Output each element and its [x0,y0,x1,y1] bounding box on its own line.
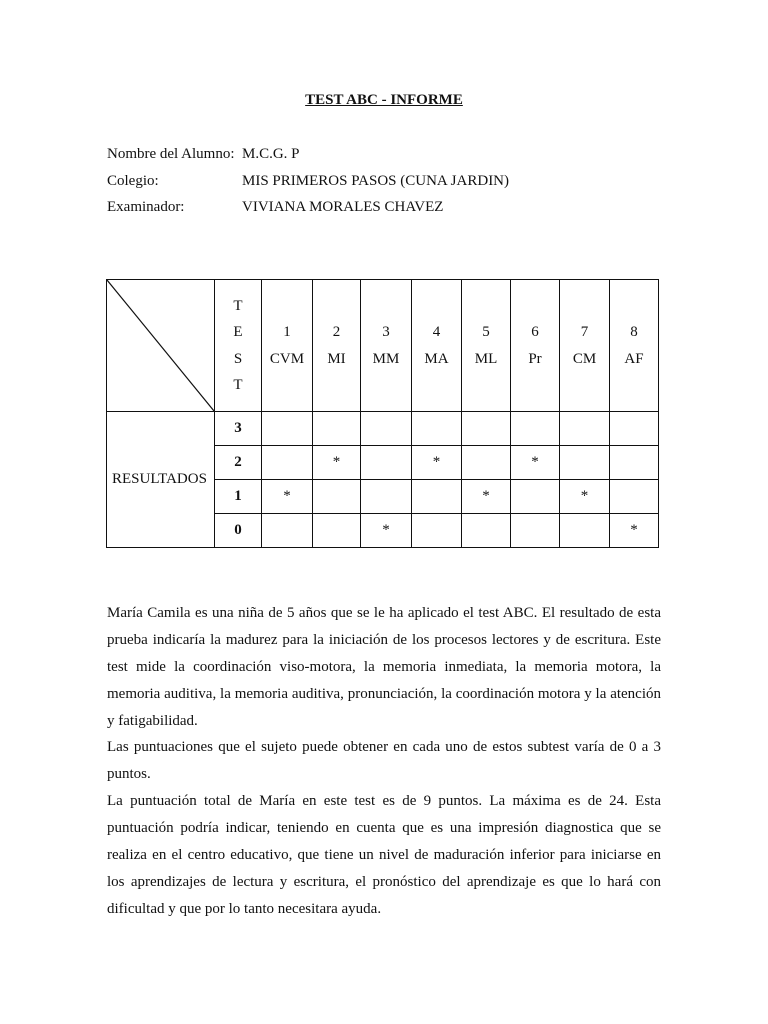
results-table [106,279,659,548]
result-mark [610,412,659,446]
column-header [560,280,610,412]
paragraph-scoring: Las puntuaciones que el sujeto puede obtener en cada uno de estos subtest varía de 0 a 3 puntos. [107,739,661,782]
score-label: 3 [215,412,262,446]
result-mark [361,412,412,446]
test-letter: S [233,350,243,367]
result-mark: * [560,480,610,514]
result-mark: * [313,446,361,480]
result-mark [511,514,560,548]
result-mark: * [412,446,462,480]
result-mark [313,412,361,446]
test-letters-cell [215,280,262,412]
result-mark [361,480,412,514]
column-abbr: MM [372,350,400,367]
result-mark [262,446,313,480]
test-letter: T [233,377,243,393]
result-mark [610,446,659,480]
student-value: M.C.G. P [242,146,300,162]
diagonal-corner-cell [107,280,215,412]
diagonal-line-icon [107,280,214,411]
result-mark [511,412,560,446]
column-number: 6 [531,324,539,340]
column-number: 4 [432,324,441,340]
result-mark: * [262,480,313,514]
column-abbr: CM [572,350,597,367]
column-abbr: AF [624,350,644,367]
column-number: 1 [283,324,291,340]
school-label: Colegio: [107,173,159,189]
result-mark [262,514,313,548]
result-mark [412,514,462,548]
column-header [511,280,560,412]
column-number: 7 [580,324,589,340]
examiner-value: VIVIANA MORALES CHAVEZ [242,199,444,215]
school-value: MIS PRIMEROS PASOS (CUNA JARDIN) [242,173,510,189]
column-header [610,280,659,412]
result-mark: * [610,514,659,548]
test-letter: T [233,297,243,314]
column-number: 5 [482,324,490,340]
result-mark [560,446,610,480]
column-abbr: CVM [269,350,305,367]
column-header [313,280,361,412]
column-header [361,280,412,412]
column-number: 8 [630,324,638,340]
column-abbr: ML [474,350,498,367]
result-mark [412,480,462,514]
table-header-row [107,280,659,412]
test-letter: E [233,324,243,340]
score-label: 1 [215,480,262,514]
result-mark [462,412,511,446]
result-mark [462,446,511,480]
result-mark: * [511,446,560,480]
result-mark [560,514,610,548]
result-mark [262,412,313,446]
student-label: Nombre del Alumno: [107,146,235,162]
score-row-3 [107,412,659,446]
result-mark [511,480,560,514]
result-mark: * [361,514,412,548]
column-header [462,280,511,412]
results-label: RESULTADOS [107,412,215,548]
score-label: 0 [215,514,262,548]
paragraph-intro: María Camila es una niña de 5 años que se le ha aplicado el test ABC. El resultado de esta prueba indicaría la madurez para la iniciación de los procesos lectores y de escritura. Este test mide la coordinación viso-motora, la memoria inmediata, la memoria motora, la memoria auditiva, la memoria auditiva, pronunciación, la coordinación motora y la atención y fatigabilidad. [107,605,661,729]
report-title: TEST ABC - INFORME [305,92,463,108]
result-mark: * [462,480,511,514]
result-mark [610,480,659,514]
column-abbr: MA [424,350,449,367]
result-mark [412,412,462,446]
score-label: 2 [215,446,262,480]
result-mark [560,412,610,446]
column-abbr: Pr [528,350,542,367]
result-mark [313,480,361,514]
paragraph-conclusion: La puntuación total de María en este test es de 9 puntos. La máxima es de 24. Esta puntuación podría indicar, teniendo en cuenta que es una impresión diagnostica que se realiza en el centro educativo, que tiene un nivel de maduración inferior para iniciarse en los aprendizajes de lectura y escritura, el pronóstico del aprendizaje es que lo hará con dificultad y que por lo tanto necesitara ayuda. [107,793,661,917]
column-number: 3 [382,324,390,340]
result-mark [361,446,412,480]
column-number: 2 [332,324,341,340]
examiner-label: Examinador: [107,199,185,215]
result-mark [462,514,511,548]
result-mark [313,514,361,548]
column-header [412,280,462,412]
column-header [262,280,313,412]
column-abbr: MI [327,350,346,367]
